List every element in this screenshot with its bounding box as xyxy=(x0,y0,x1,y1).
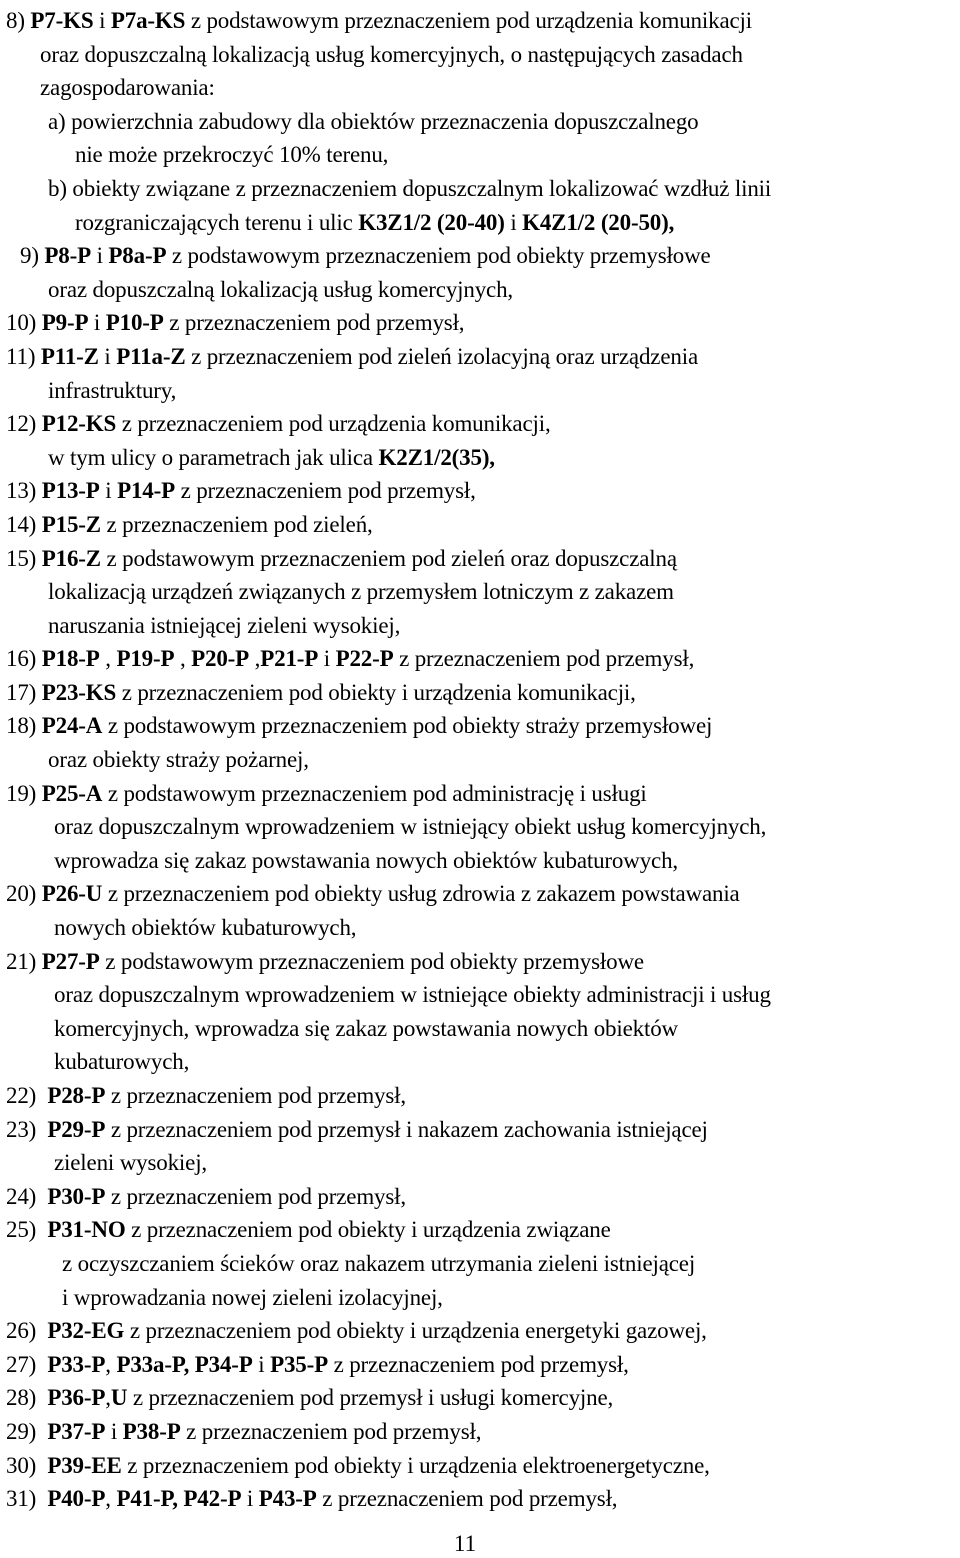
symbol-code: P15-Z xyxy=(41,511,101,537)
text-line xyxy=(0,676,960,710)
text-line xyxy=(0,441,960,475)
symbol-code: P18-P xyxy=(41,646,100,672)
text-run: z przeznaczeniem pod przemysł i nakazem zachowania istniejącej xyxy=(105,1116,708,1142)
text-run: 20) xyxy=(6,881,42,907)
text-run: w tym ulicy o parametrach jak ulica xyxy=(48,444,379,470)
text-line xyxy=(0,1381,960,1415)
text-run: z podstawowym przeznaczeniem pod urządzenia komunikacji xyxy=(185,8,752,33)
text-run: z przeznaczeniem pod przemysł, xyxy=(180,1418,482,1444)
text-line xyxy=(0,978,960,1012)
text-run: , xyxy=(174,646,192,672)
symbol-code: P31-NO xyxy=(47,1217,126,1243)
symbol-code: P33a-P, P34-P xyxy=(116,1351,253,1377)
page-number: 11 xyxy=(453,1531,477,1556)
symbol-code: P37-P xyxy=(47,1418,106,1444)
text-line xyxy=(0,71,960,105)
symbol-code: P8a-P xyxy=(108,243,167,269)
symbol-code: K2Z1/2(35), xyxy=(378,444,495,470)
text-line xyxy=(0,709,960,743)
symbol-code: P13-P xyxy=(41,478,100,504)
text-run: z podstawowym przeznaczeniem pod obiekty przemysłowe xyxy=(166,243,711,269)
text-run: 21) xyxy=(6,948,42,974)
symbol-code: P38-P xyxy=(122,1418,181,1444)
text-run: 8) xyxy=(6,8,31,33)
text-line xyxy=(0,1045,960,1079)
text-line xyxy=(0,1314,960,1348)
symbol-code: P32-EG xyxy=(47,1318,125,1344)
text-line xyxy=(0,1213,960,1247)
text-run: z przeznaczeniem pod urządzenia komunikacji, xyxy=(116,411,551,437)
text-run: z przeznaczeniem pod przemysł, xyxy=(105,1083,406,1108)
text-run: z przeznaczeniem pod przemysł i usługi komercyjne, xyxy=(127,1385,614,1411)
text-run: z przeznaczeniem pod przemysł, xyxy=(316,1486,618,1512)
text-run: , xyxy=(249,646,261,672)
text-line xyxy=(0,810,960,844)
text-run: 29) xyxy=(6,1418,48,1444)
text-line xyxy=(0,273,960,307)
symbol-code: P14-P xyxy=(117,478,176,504)
text-line xyxy=(0,138,960,172)
text-line xyxy=(0,911,960,945)
text-line xyxy=(0,1348,960,1382)
text-run: oraz dopuszczalnym wprowadzeniem w istniejący obiekt usług komercyjnych, xyxy=(54,814,767,840)
text-run: b) obiekty związane z przeznaczeniem dopuszczalnym lokalizować wzdłuż linii xyxy=(48,175,772,201)
text-line xyxy=(0,1415,960,1449)
text-run: z przeznaczeniem pod obiekty usług zdrowia z zakazem powstawania xyxy=(102,881,740,907)
text-run: z oczyszczaniem ścieków oraz nakazem utrzymania zieleni istniejącej xyxy=(62,1250,696,1276)
text-line xyxy=(0,642,960,676)
text-run: z podstawowym przeznaczeniem pod zieleń oraz dopuszczalną xyxy=(100,545,677,571)
symbol-code: P24-A xyxy=(41,713,103,739)
text-run: i xyxy=(252,1351,271,1377)
symbol-code: P22-P xyxy=(335,646,394,672)
text-run: z przeznaczeniem pod obiekty i urządzenia komunikacji, xyxy=(116,679,636,705)
symbol-code: P39-EE xyxy=(47,1452,122,1478)
text-run: oraz dopuszczalną lokalizacją usług komercyjnych, xyxy=(48,276,514,302)
symbol-code: K4Z1/2 (20-50), xyxy=(522,209,675,235)
symbol-code: P7a-KS xyxy=(110,8,186,33)
text-line xyxy=(0,474,960,508)
text-line xyxy=(0,743,960,777)
text-line xyxy=(0,38,960,72)
text-run: 17) xyxy=(6,679,42,705)
text-run: z przeznaczeniem pod obiekty i urządzenia energetyki gazowej, xyxy=(124,1318,707,1344)
text-run: 9) xyxy=(20,243,45,269)
symbol-code: P29-P xyxy=(47,1116,106,1142)
symbol-code: P33-P xyxy=(47,1351,106,1377)
symbol-code: P8-P xyxy=(44,243,92,269)
text-run: 26) xyxy=(6,1318,48,1344)
text-line xyxy=(0,777,960,811)
text-run: i xyxy=(318,646,336,672)
text-run: oraz dopuszczalnym wprowadzeniem w istniejące obiekty administracji i usług xyxy=(54,982,771,1008)
text-run: i wprowadzania nowej zieleni izolacyjnej, xyxy=(62,1284,443,1310)
symbol-code: P25-A xyxy=(41,780,103,806)
text-run: 31) xyxy=(6,1486,48,1512)
text-line xyxy=(0,1247,960,1281)
symbol-code: P30-P xyxy=(47,1183,106,1209)
text-line xyxy=(0,407,960,441)
text-run: i xyxy=(98,343,117,369)
symbol-code: P20-P xyxy=(191,646,250,672)
symbol-code: P43-P xyxy=(258,1486,317,1512)
symbol-code: P12-KS xyxy=(41,411,117,437)
text-line xyxy=(0,1079,960,1113)
text-run: z podstawowym przeznaczeniem pod obiekty przemysłowe xyxy=(99,948,644,974)
text-line xyxy=(0,609,960,643)
text-run: rozgraniczających terenu i ulic xyxy=(75,209,359,235)
text-run: naruszania istniejącej zieleni wysokiej, xyxy=(48,612,401,638)
symbol-code: P40-P xyxy=(47,1486,106,1512)
text-run: 22) xyxy=(6,1083,48,1108)
text-run: 12) xyxy=(6,411,42,437)
text-line xyxy=(0,575,960,609)
symbol-code: P36-P xyxy=(47,1385,106,1411)
text-run: z przeznaczeniem pod przemysł, xyxy=(175,478,476,504)
text-run: nie może przekroczyć 10% terenu, xyxy=(75,142,389,168)
text-run: z przeznaczeniem pod zieleń, xyxy=(100,511,373,537)
text-run: i xyxy=(241,1486,259,1512)
text-run: oraz dopuszczalną lokalizacją usług komercyjnych, o następujących zasadach xyxy=(40,41,743,67)
text-run: z przeznaczeniem pod zieleń izolacyjną oraz urządzenia xyxy=(185,343,698,369)
symbol-code: P11a-Z xyxy=(116,343,186,369)
text-run: z przeznaczeniem pod przemysł, xyxy=(163,310,465,336)
text-run: komercyjnych, wprowadza się zakaz powstawania nowych obiektów xyxy=(54,1015,678,1041)
symbol-code: P26-U xyxy=(41,881,103,907)
text-run: oraz obiekty straży pożarnej, xyxy=(48,747,309,773)
text-line xyxy=(0,1180,960,1214)
text-run: 30) xyxy=(6,1452,48,1478)
text-run: z przeznaczeniem pod przemysł, xyxy=(328,1351,629,1377)
text-run: infrastruktury, xyxy=(48,377,177,403)
text-run: , xyxy=(105,1385,111,1411)
text-run: lokalizacją urządzeń związanych z przemysłem lotniczym z zakazem xyxy=(48,579,674,605)
text-line xyxy=(0,306,960,340)
text-run: zagospodarowania: xyxy=(40,75,215,101)
text-run: i xyxy=(504,209,523,235)
text-run: 25) xyxy=(6,1217,48,1243)
text-run: i xyxy=(105,1418,123,1444)
text-run: 27) xyxy=(6,1351,48,1377)
symbol-code: P10-P xyxy=(105,310,164,336)
symbol-code: P28-P xyxy=(47,1083,106,1108)
text-line xyxy=(0,1146,960,1180)
text-run: z przeznaczeniem pod przemysł, xyxy=(393,646,695,672)
text-run: z podstawowym przeznaczeniem pod obiekty straży przemysłowej xyxy=(102,713,713,739)
text-run: 11) xyxy=(6,343,41,369)
text-line xyxy=(0,206,960,240)
text-run: , xyxy=(99,646,117,672)
text-line xyxy=(0,105,960,139)
symbol-code: P41-P, P42-P xyxy=(116,1486,242,1512)
text-line xyxy=(0,1113,960,1147)
text-line xyxy=(0,844,960,878)
text-line xyxy=(0,1012,960,1046)
text-run: wprowadza się zakaz powstawania nowych obiektów kubaturowych, xyxy=(54,847,678,873)
text-run: , xyxy=(105,1486,117,1512)
text-run: z przeznaczeniem pod przemysł, xyxy=(105,1183,406,1209)
text-line xyxy=(0,877,960,911)
text-run: 19) xyxy=(6,780,42,806)
symbol-code: K3Z1/2 (20-40) xyxy=(358,209,505,235)
text-run: i xyxy=(99,478,118,504)
text-run: 23) xyxy=(6,1116,48,1142)
text-line xyxy=(0,542,960,576)
text-run: nowych obiektów kubaturowych, xyxy=(54,915,357,941)
text-run: 14) xyxy=(6,511,42,537)
symbol-code: P35-P xyxy=(270,1351,329,1377)
document-body xyxy=(0,4,960,1516)
symbol-code: P11-Z xyxy=(40,343,99,369)
text-line xyxy=(0,1449,960,1483)
text-run: z przeznaczeniem pod obiekty i urządzenia elektroenergetyczne, xyxy=(121,1452,710,1478)
text-run: 18) xyxy=(6,713,42,739)
text-run: zieleni wysokiej, xyxy=(54,1150,207,1176)
text-line xyxy=(0,340,960,374)
symbol-code: P16-Z xyxy=(41,545,101,571)
symbol-code: P23-KS xyxy=(41,679,117,705)
text-run: a) powierzchnia zabudowy dla obiektów przeznaczenia dopuszczalnego xyxy=(48,108,699,134)
symbol-code: P21-P xyxy=(260,646,319,672)
text-run: 13) xyxy=(6,478,42,504)
text-run: z podstawowym przeznaczeniem pod administrację i usługi xyxy=(102,780,647,806)
text-line xyxy=(0,4,960,38)
text-line xyxy=(0,1482,960,1516)
text-line xyxy=(0,508,960,542)
text-line xyxy=(0,172,960,206)
text-run: , xyxy=(105,1351,117,1377)
text-run: kubaturowych, xyxy=(54,1049,190,1075)
text-run: i xyxy=(93,8,111,33)
text-line xyxy=(0,945,960,979)
symbol-code: P7-KS xyxy=(30,8,94,33)
text-run: 16) xyxy=(6,646,42,672)
text-run: 24) xyxy=(6,1183,48,1209)
text-line xyxy=(0,374,960,408)
symbol-code: P9-P xyxy=(41,310,89,336)
symbol-code: P27-P xyxy=(41,948,100,974)
text-run: i xyxy=(88,310,106,336)
symbol-code: U xyxy=(110,1385,128,1411)
text-line xyxy=(0,239,960,273)
text-run: 28) xyxy=(6,1385,48,1411)
text-run: z przeznaczeniem pod obiekty i urządzenia związane xyxy=(125,1217,611,1243)
text-run: i xyxy=(91,243,109,269)
symbol-code: P19-P xyxy=(116,646,175,672)
text-run: 15) xyxy=(6,545,42,571)
text-run: 10) xyxy=(6,310,42,336)
text-line xyxy=(0,1281,960,1315)
